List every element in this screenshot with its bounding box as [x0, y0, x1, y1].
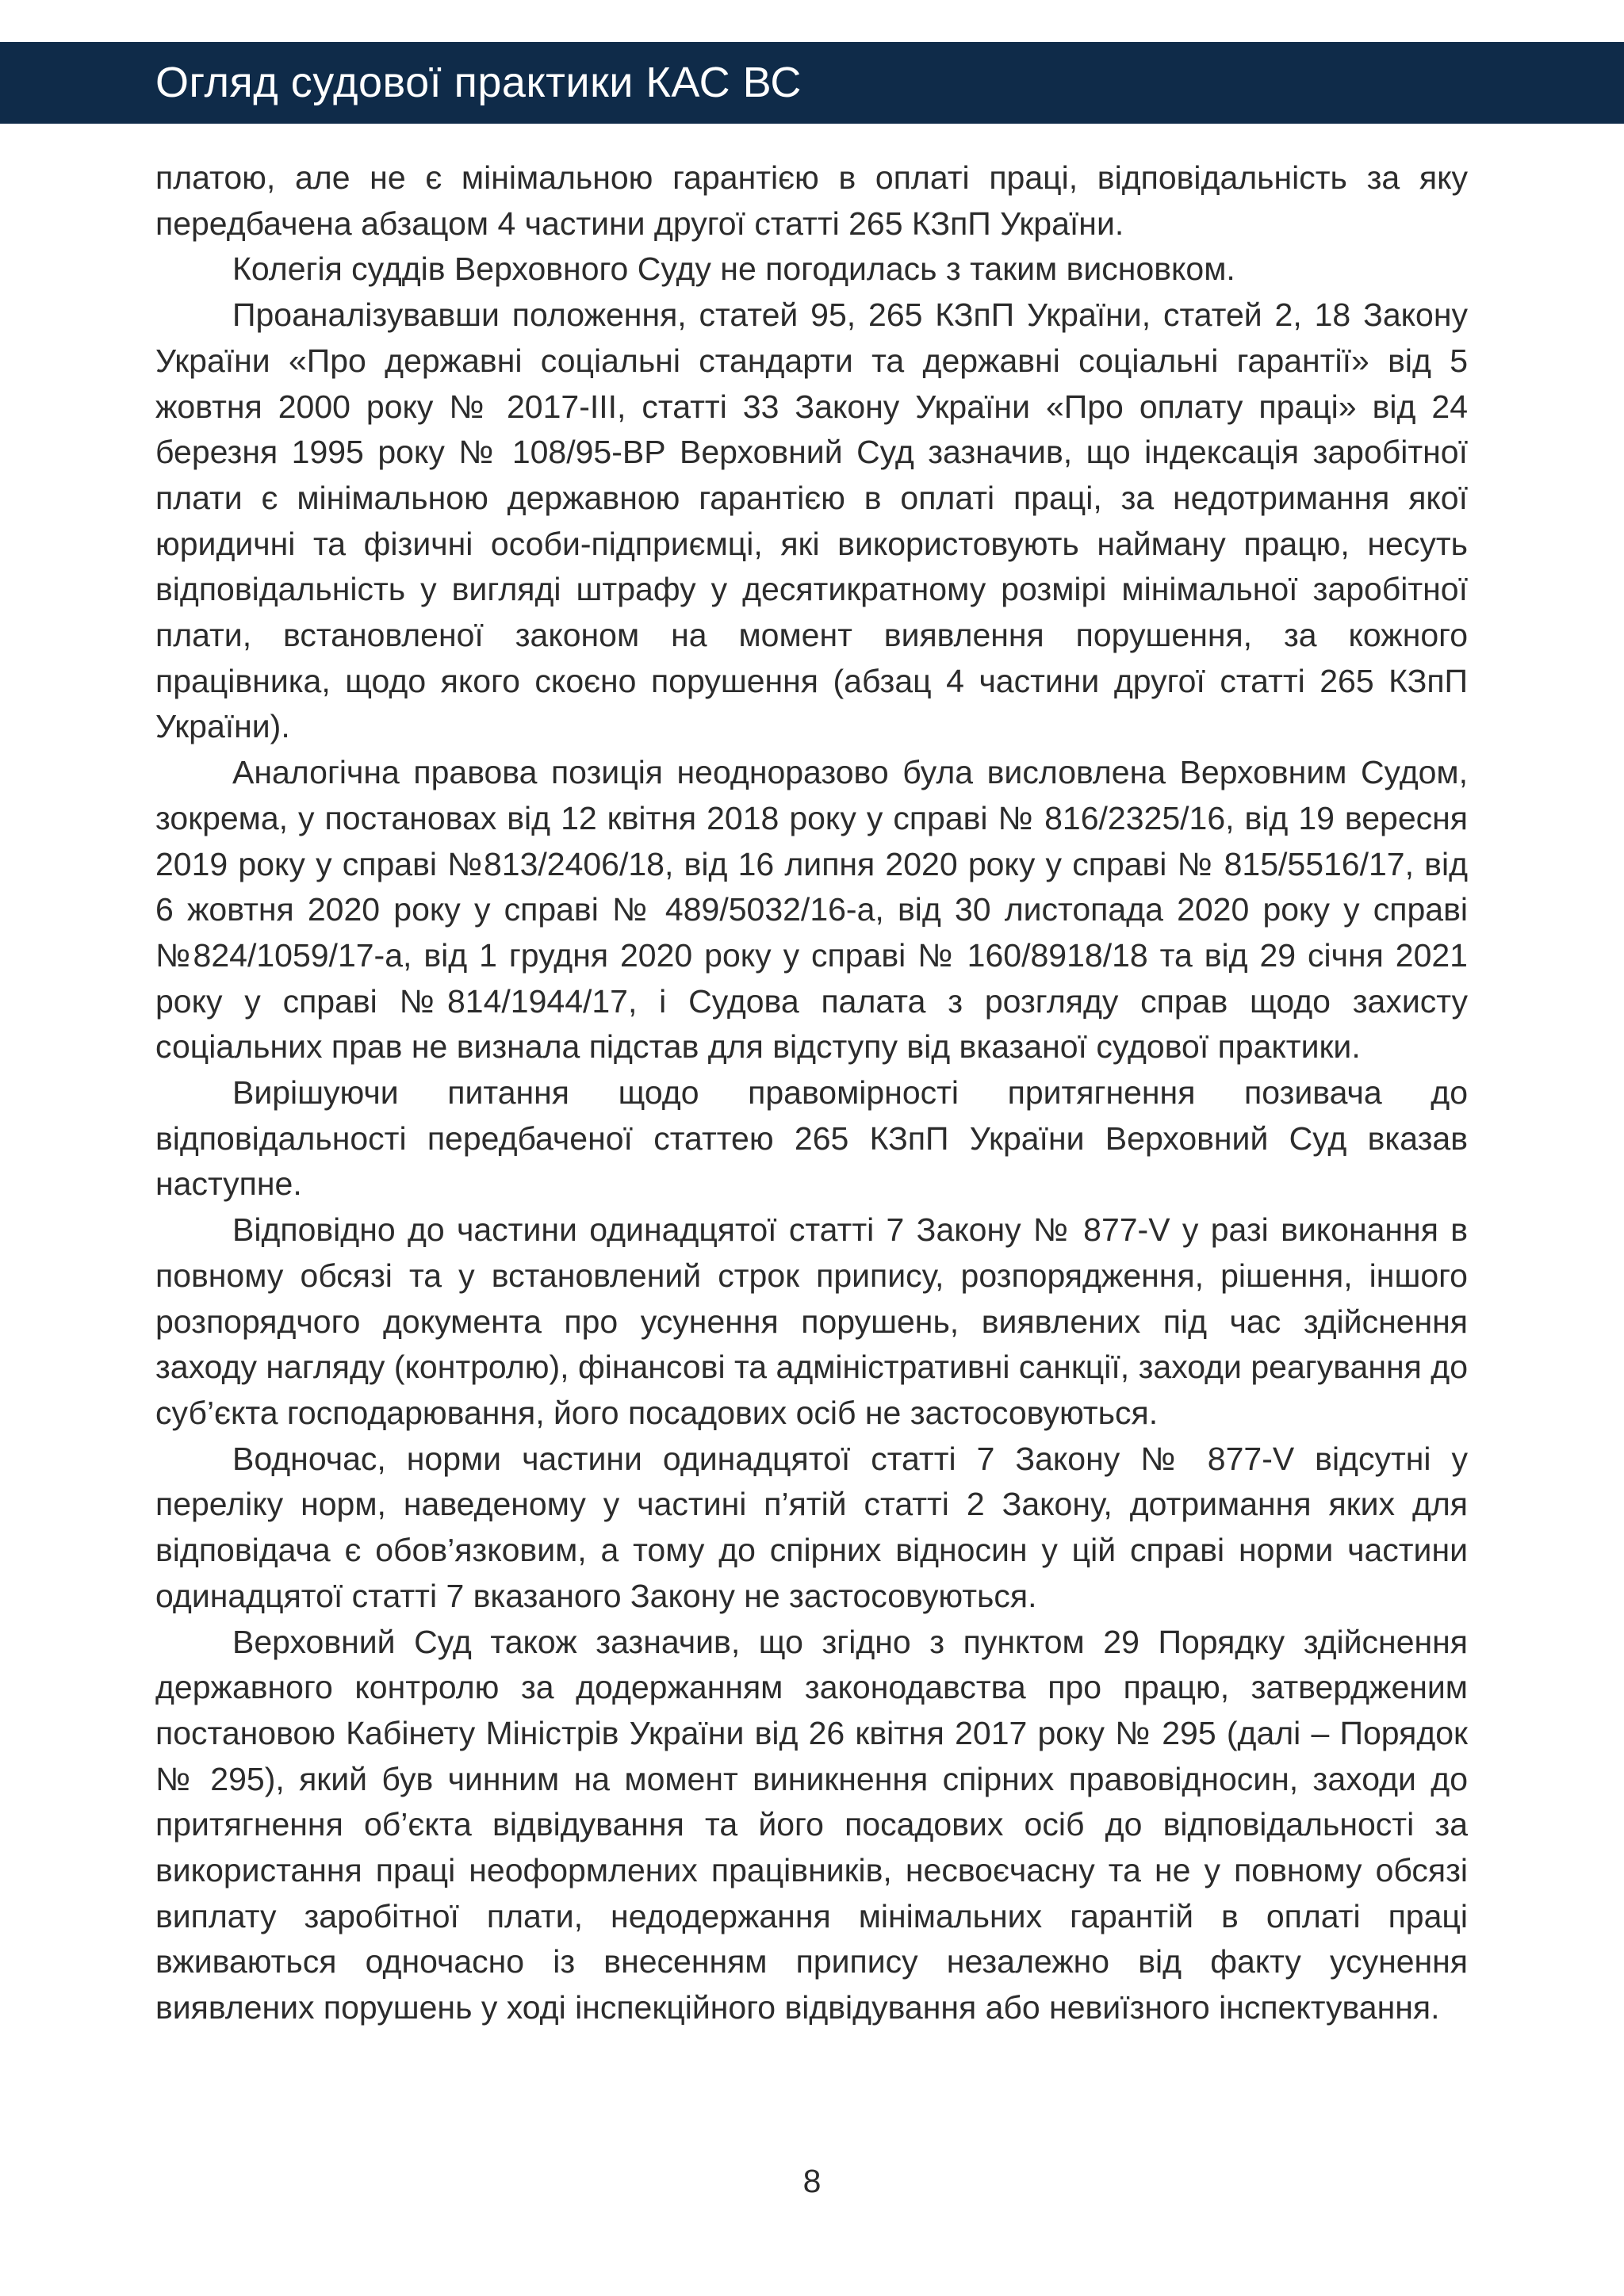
- paragraph: Верховний Суд також зазначив, що згідно з пунктом 29 Порядку здійснення державного контролю за додержанням законодавства про працю, затвердженим постановою Кабінету Міністрів України від 26 квітня 2017 року № 295 (далі – Порядок № 295), який був чинним на момент виникнення спірних правовідносин, заходи до притягнення об’єкта відвідування та його посадових осіб до відповідальності за використання праці неоформлених працівників, несвоєчасну та не у повному обсязі виплату заробітної плати, недодержання мінімальних гарантій в оплаті праці вживаються одночасно із внесенням припису незалежно від факту усунення виявлених порушень у ході інспекційного відвідування або невиїзного інспектування.: [155, 1623, 1468, 2026]
- paragraph: Водночас, норми частини одинадцятої статті 7 Закону № 877-V відсутні у переліку норм, наведеному у частині п’ятій статті 2 Закону, дотримання яких для відповідача є обов’язковим, а тому до спірних відносин у цій справі норми частини одинадцятої статті 7 вказаного Закону не застосовуються.: [155, 1440, 1468, 1614]
- paragraph: Колегія суддів Верховного Суду не погодилась з таким висновком.: [232, 251, 1235, 288]
- paragraph-continuation: платою, але не є мінімальною гарантією в оплаті праці, відповідальність за яку передбачена абзацом 4 частини другої статті 265 КЗпП України.: [155, 159, 1468, 242]
- paragraph: Вирішуючи питання щодо правомірності притягнення позивача до відповідальності передбаченої статтею 265 КЗпП України Верховний Суд вказав наступне.: [155, 1074, 1468, 1203]
- paragraph: Аналогічна правова позиція неодноразово була висловлена Верховним Судом, зокрема, у постановах від 12 квітня 2018 року у справі № 816/2325/16, від 19 вересня 2019 року у справі №813/2406/18, від 16 липня 2020 року у справі № 815/5516/17, від 6 жовтня 2020 року у справі № 489/5032/16-а, від 30 листопада 2020 року у справі №824/1059/17-а, від 1 грудня 2020 року у справі № 160/8918/18 та від 29 січня 2021 року у справі №814/1944/17, і Судова палата з розгляду справ щодо захисту соціальних прав не визнала підстав для відступу від вказаної судової практики.: [155, 754, 1468, 1066]
- document-body: [155, 155, 1468, 2031]
- paragraph: Проаналізувавши положення, статей 95, 265 КЗпП України, статей 2, 18 Закону України «Про державні соціальні стандарти та державні соціальні гарантії» від 5 жовтня 2000 року № 2017-ІІІ, статті 33 Закону України «Про оплату праці» від 24 березня 1995 року № 108/95-ВР Верховний Суд зазначив, що індексація заробітної плати є мінімальною державною гарантією в оплаті праці, за недотримання якої юридичні та фізичні особи-підприємці, які використовують найману працю, несуть відповідальність у вигляді штрафу у десятикратному розмірі мінімальної заробітної плати, встановленої законом на момент виявлення порушення, за кожного працівника, щодо якого скоєно порушення (абзац 4 частини другої статті 265 КЗпП України).: [155, 297, 1468, 745]
- page-number: 8: [802, 2163, 822, 2199]
- paragraph: Відповідно до частини одинадцятої статті 7 Закону № 877-V у разі виконання в повному обсязі та у встановлений строк припису, розпорядження, рішення, іншого розпорядчого документа про усунення порушень, виявлених під час здійснення заходу нагляду (контролю), фінансові та адміністративні санкції, заходи реагування до суб’єкта господарювання, його посадових осіб не застосовуються.: [155, 1211, 1468, 1431]
- header-band: [0, 42, 1624, 124]
- page-header-title: Огляд судової практики КАС ВС: [155, 59, 802, 106]
